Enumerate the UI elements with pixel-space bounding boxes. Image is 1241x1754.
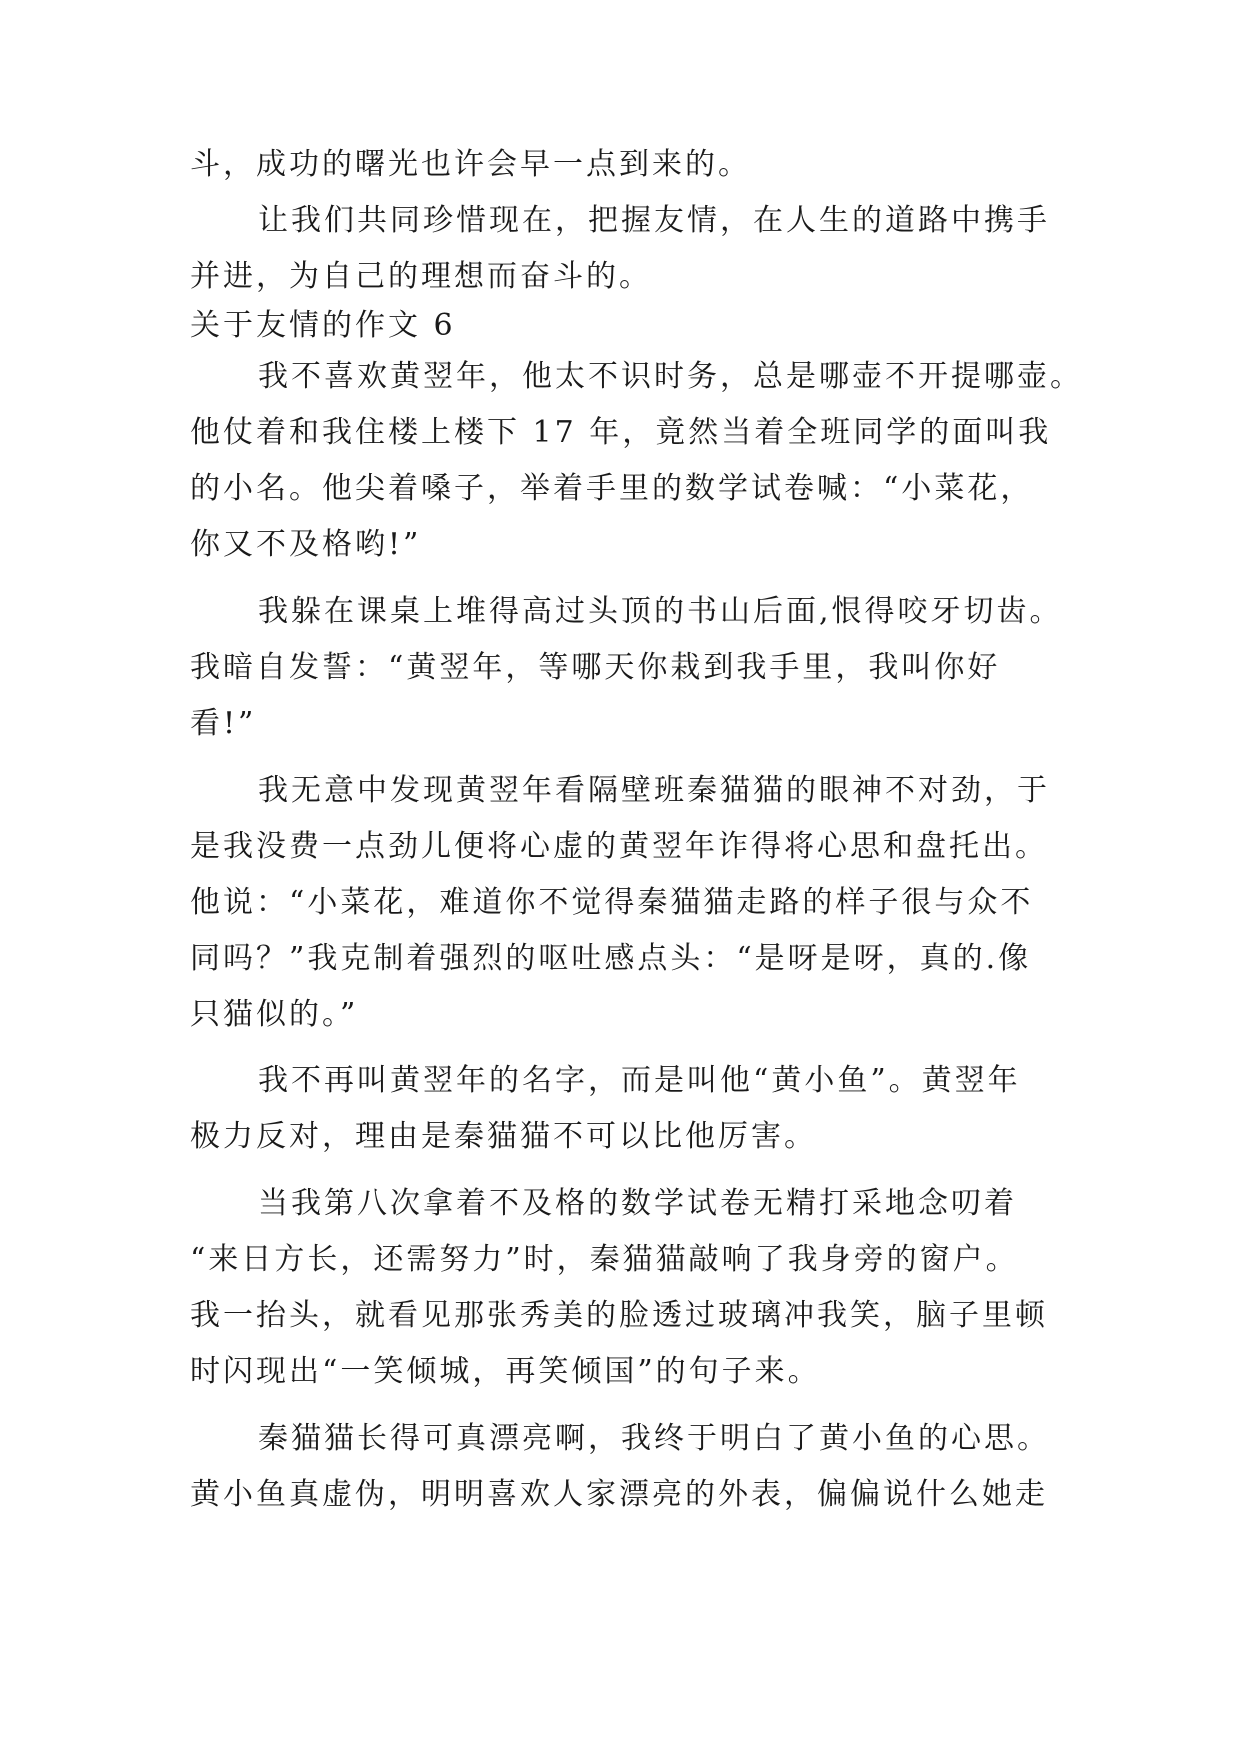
- paragraph-start-line: 秦猫猫长得可真漂亮啊，我终于明白了黄小鱼的心思。: [258, 1421, 1050, 1456]
- text-line: 我一抬头，就看见那张秀美的脸透过玻璃冲我笑，脑子里顿: [190, 1298, 1048, 1333]
- text-line: 同吗？”我克制着强烈的呕吐感点头：“是呀是呀，真的.像: [190, 941, 1032, 976]
- paragraph-start-line: 我不喜欢黄翌年，他太不识时务，总是哪壶不开提哪壶。: [258, 359, 1083, 394]
- text-line: 黄小鱼真虚伪，明明喜欢人家漂亮的外表，偏偏说什么她走: [190, 1477, 1048, 1512]
- text-line: 并进，为自己的理想而奋斗的。: [190, 259, 652, 294]
- text-line: 我暗自发誓：“黄翌年，等哪天你栽到我手里，我叫你好: [190, 650, 1001, 685]
- text-line: 他仗着和我住楼上楼下 17 年，竟然当着全班同学的面叫我: [190, 415, 1052, 450]
- text-line: 看!”: [190, 706, 257, 741]
- paragraph-start-line: 当我第八次拿着不及格的数学试卷无精打采地念叨着: [258, 1186, 1017, 1221]
- paragraph-start-line: 我不再叫黄翌年的名字，而是叫他“黄小鱼”。黄翌年: [258, 1063, 1021, 1098]
- text-line: 你又不及格哟!”: [190, 527, 422, 562]
- section-heading: 关于友情的作文 6: [190, 308, 456, 343]
- text-line: 斗，成功的曙光也许会早一点到来的。: [190, 147, 751, 182]
- paragraph-start-line: 我无意中发现黄翌年看隔壁班秦猫猫的眼神不对劲，于: [258, 773, 1050, 808]
- text-line: 极力反对，理由是秦猫猫不可以比他厉害。: [190, 1119, 817, 1154]
- paragraph-start-line: 我躲在课桌上堆得高过头顶的书山后面,恨得咬牙切齿。: [258, 594, 1063, 629]
- text-line: “来日方长，还需努力”时，秦猫猫敲响了我身旁的窗户。: [190, 1242, 1019, 1277]
- text-line: 是我没费一点劲儿便将心虚的黄翌年诈得将心思和盘托出。: [190, 829, 1048, 864]
- text-line: 的小名。他尖着嗓子，举着手里的数学试卷喊：“小菜花，: [190, 471, 1034, 506]
- paragraph-start-line: 让我们共同珍惜现在，把握友情，在人生的道路中携手: [258, 203, 1050, 238]
- text-line: 他说：“小菜花，难道你不觉得秦猫猫走路的样子很与众不: [190, 885, 1034, 920]
- text-line: 时闪现出“一笑倾城，再笑倾国”的句子来。: [190, 1354, 821, 1389]
- text-line: 只猫似的。”: [190, 997, 359, 1032]
